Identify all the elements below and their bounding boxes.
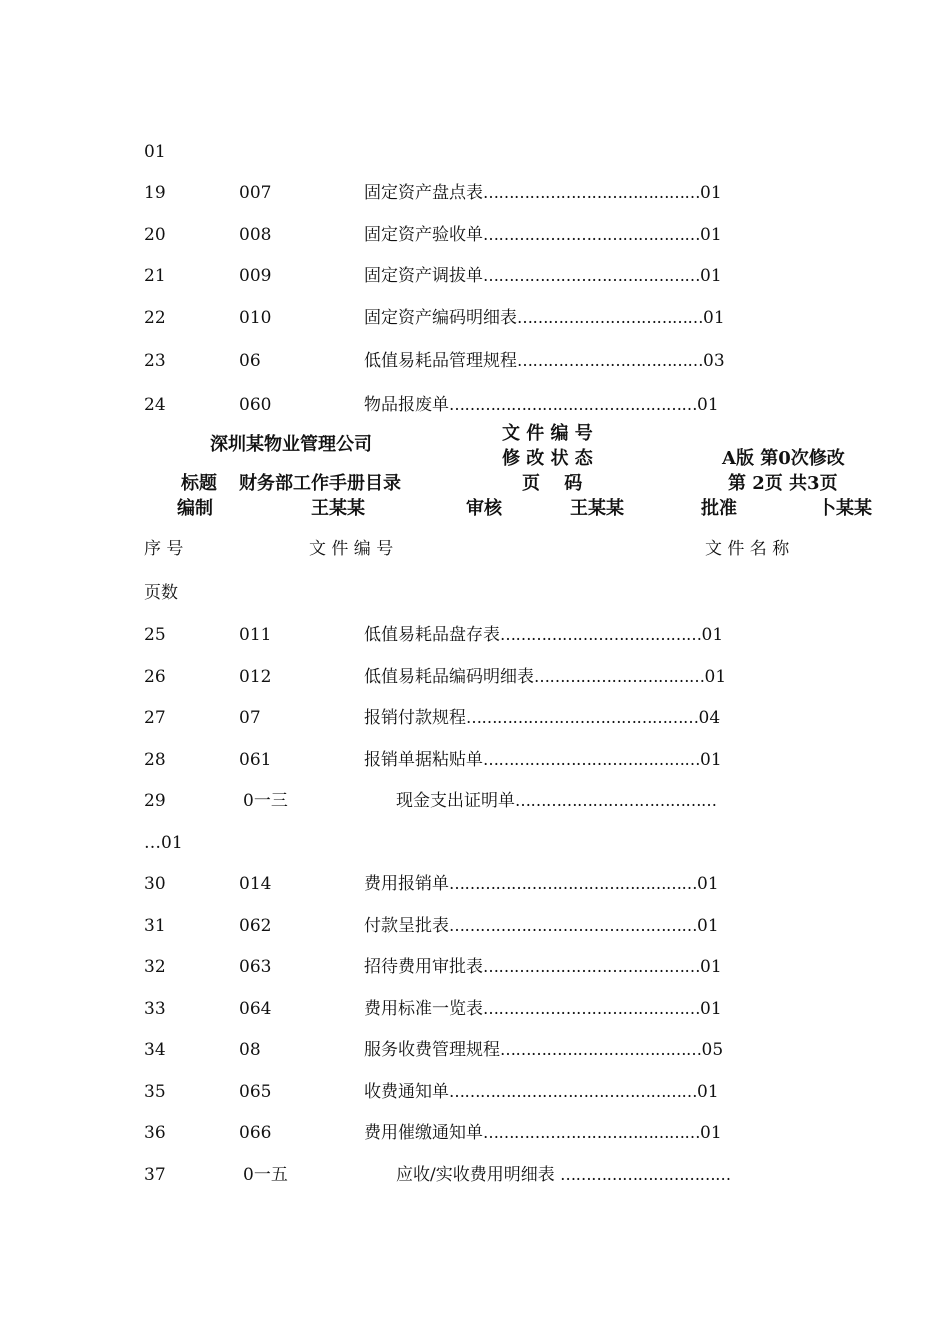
row-name: 报销付款规程………………………………………04 xyxy=(364,708,721,728)
reviewed-by: 王某某 xyxy=(570,498,624,519)
row-name: 现金支出证明单………………………………… xyxy=(396,791,717,811)
row-code: 065 xyxy=(239,1082,272,1102)
column-header-file-name: 文 件 名 称 xyxy=(705,539,790,559)
table-row xyxy=(0,915,950,937)
row-code: 007 xyxy=(239,183,272,203)
row-code: 011 xyxy=(239,625,272,645)
column-header-file-no: 文 件 编 号 xyxy=(309,539,394,559)
table-row xyxy=(0,749,950,771)
table-row xyxy=(0,1122,950,1144)
title-label: 标题 xyxy=(181,473,217,494)
column-header-seq: 序 号 xyxy=(144,539,184,559)
version-info: A版 第0次修改 xyxy=(722,448,845,469)
table-row xyxy=(0,790,950,812)
reviewed-label: 审核 xyxy=(466,498,502,519)
row-name: 固定资产编码明细表………………………………01 xyxy=(364,308,725,328)
row-seq: 20 xyxy=(144,225,166,245)
row-seq: 27 xyxy=(144,708,166,728)
table-row xyxy=(0,394,950,416)
row-name: 低值易耗品编码明细表……………………………01 xyxy=(364,667,727,687)
row-code: 014 xyxy=(239,874,272,894)
table-row xyxy=(0,1081,950,1103)
row-name: 固定资产验收单……………………………………01 xyxy=(364,225,722,245)
row-name: 固定资产调拔单……………………………………01 xyxy=(364,266,722,286)
row-code: 010 xyxy=(239,308,272,328)
row-seq: 31 xyxy=(144,916,166,936)
prepared-label: 编制 xyxy=(177,498,213,519)
row-name: 服务收费管理规程…………………………………05 xyxy=(364,1040,724,1060)
row-name: 付款呈批表…………………………………………01 xyxy=(364,916,719,936)
table-row xyxy=(0,707,950,729)
row-seq: 33 xyxy=(144,999,166,1019)
row-seq: 23 xyxy=(144,351,166,371)
row-name: 低值易耗品盘存表…………………………………01 xyxy=(364,625,724,645)
row-code: 012 xyxy=(239,667,272,687)
row-seq: 22 xyxy=(144,308,166,328)
table-row xyxy=(0,873,950,895)
row-name: 费用标准一览表……………………………………01 xyxy=(364,999,722,1019)
table-row xyxy=(0,224,950,246)
row-code: 061 xyxy=(239,750,272,770)
row-code: 063 xyxy=(239,957,272,977)
row-code: 07 xyxy=(239,708,261,728)
wrapped-page-number: …01 xyxy=(144,833,183,853)
file-no-label: 文 件 编 号 xyxy=(502,423,593,444)
row-name: 物品报废单…………………………………………01 xyxy=(364,395,719,415)
row-seq: 28 xyxy=(144,750,166,770)
row-seq: 30 xyxy=(144,874,166,894)
row-code: 062 xyxy=(239,916,272,936)
row-name: 招待费用审批表……………………………………01 xyxy=(364,957,722,977)
row-code: 009 xyxy=(239,266,272,286)
row-code: 066 xyxy=(239,1123,272,1143)
row-seq: 32 xyxy=(144,957,166,977)
revision-label: 修 改 状 态 xyxy=(502,448,593,469)
page-label: 页 码 xyxy=(522,473,583,494)
row-seq: 19 xyxy=(144,183,166,203)
table-row xyxy=(0,1039,950,1061)
column-header-pages: 页数 xyxy=(144,583,178,603)
row-seq: 21 xyxy=(144,266,166,286)
table-row xyxy=(0,956,950,978)
table-row xyxy=(0,350,950,372)
table-row xyxy=(0,182,950,204)
row-name: 低值易耗品管理规程………………………………03 xyxy=(364,351,725,371)
manual-title: 财务部工作手册目录 xyxy=(239,473,401,494)
page-continuation-label: 01 xyxy=(144,142,166,162)
row-seq: 29 xyxy=(144,791,166,811)
row-seq: 35 xyxy=(144,1082,166,1102)
table-row xyxy=(0,1164,950,1186)
row-seq: 25 xyxy=(144,625,166,645)
row-code: 0一三 xyxy=(243,791,288,811)
row-name: 报销单据粘贴单……………………………………01 xyxy=(364,750,722,770)
prepared-by: 王某某 xyxy=(311,498,365,519)
row-code: 060 xyxy=(239,395,272,415)
approved-by: 卜某某 xyxy=(818,498,872,519)
row-seq: 26 xyxy=(144,667,166,687)
row-code: 008 xyxy=(239,225,272,245)
table-row xyxy=(0,307,950,329)
table-row xyxy=(0,265,950,287)
row-name: 费用催缴通知单……………………………………01 xyxy=(364,1123,722,1143)
table-row xyxy=(0,666,950,688)
row-code: 0一五 xyxy=(243,1165,288,1185)
row-seq: 34 xyxy=(144,1040,166,1060)
row-name: 固定资产盘点表……………………………………01 xyxy=(364,183,722,203)
row-name: 收费通知单…………………………………………01 xyxy=(364,1082,719,1102)
page-info: 第 2页 共3页 xyxy=(728,473,838,494)
approved-label: 批准 xyxy=(701,498,737,519)
row-seq: 36 xyxy=(144,1123,166,1143)
row-seq: 24 xyxy=(144,395,166,415)
row-code: 064 xyxy=(239,999,272,1019)
company-name: 深圳某物业管理公司 xyxy=(210,434,372,455)
row-seq: 37 xyxy=(144,1165,166,1185)
table-row xyxy=(0,998,950,1020)
table-row xyxy=(0,624,950,646)
row-name: 应收/实收费用明细表 …………………………… xyxy=(396,1165,731,1185)
row-code: 08 xyxy=(239,1040,261,1060)
row-code: 06 xyxy=(239,351,261,371)
row-name: 费用报销单…………………………………………01 xyxy=(364,874,719,894)
